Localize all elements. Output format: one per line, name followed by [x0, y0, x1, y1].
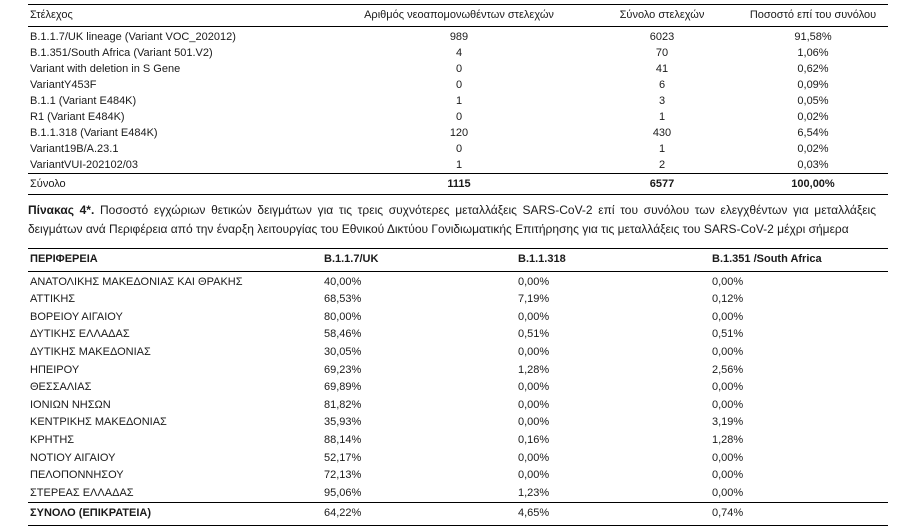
- table-row: [28, 344, 888, 362]
- cell-b117: 81,82%: [324, 398, 362, 411]
- cell-b11318: 0,00%: [518, 416, 550, 429]
- cell-b117: 88,14%: [324, 433, 362, 446]
- cell-b1351: 0,00%: [712, 451, 744, 464]
- regions-table-foot: [28, 503, 888, 526]
- table-row: [28, 450, 888, 468]
- cell-b1351: 0,12%: [712, 293, 744, 306]
- table-row: [28, 45, 888, 61]
- variants-table-foot: [28, 174, 888, 195]
- cell-b117: 69,89%: [324, 381, 362, 394]
- cell-percent: 0,05%: [797, 95, 829, 107]
- column-header-strain: Στέλεχος: [28, 5, 332, 27]
- cell-region: ΑΝΑΤΟΛΙΚΗΣ ΜΑΚΕΔΟΝΙΑΣ ΚΑΙ ΘΡΑΚΗΣ: [30, 275, 243, 288]
- cell-total: 6023: [649, 31, 675, 43]
- regions-table-container: [28, 248, 872, 526]
- cell-percent: 91,58%: [794, 31, 832, 43]
- cell-total: 3: [658, 95, 666, 107]
- cell-b1351: 0,00%: [712, 486, 744, 499]
- cell-region: ΚΕΝΤΡΙΚΗΣ ΜΑΚΕΔΟΝΙΑΣ: [30, 416, 167, 429]
- variants-table: [28, 4, 888, 195]
- cell-b11318: 0,00%: [518, 451, 550, 464]
- cell-total-label: ΣΥΝΟΛΟ (ΕΠΙΚΡΑΤΕΙΑ): [28, 503, 322, 526]
- variants-table-head: [28, 5, 888, 27]
- cell-b1351: 0,00%: [712, 398, 744, 411]
- cell-percent: 6,54%: [797, 127, 829, 139]
- cell-strain: B.1.1 (Variant E484K): [30, 95, 137, 107]
- table-total-row: [28, 503, 888, 526]
- cell-b11318: 0,51%: [518, 328, 550, 341]
- cell-b11318: 1,28%: [518, 363, 550, 376]
- table-row: [28, 485, 888, 503]
- table-row: [28, 141, 888, 157]
- cell-b1351: 0,00%: [712, 275, 744, 288]
- cell-b1351: 0,00%: [712, 381, 744, 394]
- cell-total-label: Σύνολο: [28, 174, 332, 195]
- cell-b117: 68,53%: [324, 293, 362, 306]
- cell-region: ΠΕΛΟΠΟΝΝΗΣΟΥ: [30, 469, 124, 482]
- table-row: [28, 61, 888, 77]
- cell-percent: 1,06%: [797, 47, 829, 59]
- cell-b117: 35,93%: [324, 416, 362, 429]
- cell-b11318: 0,00%: [518, 310, 550, 323]
- cell-b1351: 0,00%: [712, 310, 744, 323]
- cell-total: 1: [658, 143, 666, 155]
- table-row: [28, 271, 888, 291]
- table-header-row: [28, 5, 888, 27]
- cell-region: ΑΤΤΙΚΗΣ: [30, 293, 76, 306]
- column-header-region: ΠΕΡΙΦΕΡΕΙΑ: [28, 249, 322, 272]
- cell-total-b117: 64,22%: [322, 503, 516, 526]
- cell-b117: 69,23%: [324, 363, 362, 376]
- table-row: [28, 414, 888, 432]
- cell-new: 989: [449, 31, 469, 43]
- cell-region: ΗΠΕΙΡΟΥ: [30, 363, 80, 376]
- cell-b117: 80,00%: [324, 310, 362, 323]
- cell-strain: B.1.351/South Africa (Variant 501.V2): [30, 47, 213, 59]
- cell-b1351: 3,19%: [712, 416, 744, 429]
- cell-strain: B.1.1.7/UK lineage (Variant VOC_202012): [30, 31, 236, 43]
- cell-total-total: 6577: [586, 174, 738, 195]
- cell-total: 1: [658, 111, 666, 123]
- table-row: [28, 362, 888, 380]
- cell-percent: 0,02%: [797, 111, 829, 123]
- table-row: [28, 326, 888, 344]
- cell-b1351: 2,56%: [712, 363, 744, 376]
- cell-total: 70: [655, 47, 669, 59]
- cell-new: 0: [455, 79, 463, 91]
- cell-strain: VariantVUI-202102/03: [30, 159, 139, 171]
- column-header-new-isolates: Αριθμός νεοαπομονωθέντων στελεχών: [332, 5, 586, 27]
- cell-b11318: 0,00%: [518, 398, 550, 411]
- variants-table-body: [28, 27, 888, 174]
- cell-b11318: 0,16%: [518, 433, 550, 446]
- cell-b1351: 1,28%: [712, 433, 744, 446]
- cell-new: 4: [455, 47, 463, 59]
- table-row: [28, 432, 888, 450]
- cell-total-b1351: 0,74%: [710, 503, 888, 526]
- cell-new: 0: [455, 143, 463, 155]
- column-header-total: Σύνολο στελεχών: [586, 5, 738, 27]
- cell-total: 430: [652, 127, 672, 139]
- cell-region: ΒΟΡΕΙΟΥ ΑΙΓΑΙΟΥ: [30, 310, 123, 323]
- variants-table-container: [28, 4, 877, 195]
- cell-strain: R1 (Variant E484K): [30, 111, 125, 123]
- cell-b117: 95,06%: [324, 486, 362, 499]
- cell-region: ΘΕΣΣΑΛΙΑΣ: [30, 381, 92, 394]
- cell-region: ΙΟΝΙΩΝ ΝΗΣΩΝ: [30, 398, 111, 411]
- cell-strain: B.1.1.318 (Variant E484K): [30, 127, 158, 139]
- cell-total-b11318: 4,65%: [516, 503, 710, 526]
- column-header-b117-uk: B.1.1.7/UK: [322, 249, 516, 272]
- cell-b11318: 0,00%: [518, 275, 550, 288]
- cell-b1351: 0,00%: [712, 345, 744, 358]
- caption-label: Πίνακας 4*.: [28, 203, 95, 217]
- cell-b11318: 0,00%: [518, 469, 550, 482]
- cell-b117: 40,00%: [324, 275, 362, 288]
- table-row: [28, 125, 888, 141]
- cell-percent: 0,09%: [797, 79, 829, 91]
- cell-region: ΣΤΕΡΕΑΣ ΕΛΛΑΔΑΣ: [30, 486, 134, 499]
- cell-percent: 0,02%: [797, 143, 829, 155]
- cell-b117: 52,17%: [324, 451, 362, 464]
- cell-b117: 72,13%: [324, 469, 362, 482]
- table-row: [28, 291, 888, 309]
- cell-b11318: 0,00%: [518, 345, 550, 358]
- cell-strain: Variant19B/A.23.1: [30, 143, 119, 155]
- regions-table-head: [28, 249, 888, 272]
- cell-percent: 0,62%: [797, 63, 829, 75]
- cell-total: 2: [658, 159, 666, 171]
- cell-b117: 58,46%: [324, 328, 362, 341]
- table-row: [28, 397, 888, 415]
- table-row: [28, 309, 888, 327]
- table-row: [28, 27, 888, 46]
- table-row: [28, 77, 888, 93]
- regions-table: [28, 248, 888, 526]
- table-header-row: [28, 249, 888, 272]
- table-row: [28, 379, 888, 397]
- cell-total: 6: [658, 79, 666, 91]
- cell-b11318: 0,00%: [518, 381, 550, 394]
- cell-total-percent: 100,00%: [738, 174, 888, 195]
- table-row: [28, 467, 888, 485]
- table-row: [28, 109, 888, 125]
- cell-strain: VariantY453F: [30, 79, 97, 91]
- cell-region: ΚΡΗΤΗΣ: [30, 433, 75, 446]
- cell-region: ΔΥΤΙΚΗΣ ΕΛΛΑΔΑΣ: [30, 328, 130, 341]
- cell-new: 1: [455, 95, 463, 107]
- cell-b1351: 0,00%: [712, 469, 744, 482]
- cell-new: 120: [449, 127, 469, 139]
- cell-b117: 30,05%: [324, 345, 362, 358]
- column-header-percent: Ποσοστό επί του συνόλου: [738, 5, 888, 27]
- cell-b11318: 7,19%: [518, 293, 550, 306]
- table-row: [28, 157, 888, 174]
- cell-new: 0: [455, 63, 463, 75]
- caption-text: Ποσοστό εγχώριων θετικών δειγμάτων για τις τρεις συχνότερες μεταλλάξεις SARS-CoV-2 επί του συνόλου των ελεγχθέντων για μεταλλάξεις δειγμάτων ανά Περιφέρεια από την έναρξη λειτουργίας του Εθνικού Δικτύου Γονιδιωματικής Επιτήρησης για τις μεταλλάξεις του SARS-CoV-2 μέχρι σήμερα: [28, 203, 876, 236]
- cell-new: 0: [455, 111, 463, 123]
- cell-region: ΔΥΤΙΚΗΣ ΜΑΚΕΔΟΝΙΑΣ: [30, 345, 151, 358]
- cell-strain: Variant with deletion in S Gene: [30, 63, 181, 75]
- cell-b1351: 0,51%: [712, 328, 744, 341]
- cell-new: 1: [455, 159, 463, 171]
- table-caption: [28, 201, 876, 239]
- cell-region: ΝΟΤΙΟΥ ΑΙΓΑΙΟΥ: [30, 451, 116, 464]
- cell-total: 41: [655, 63, 669, 75]
- cell-total-new: 1115: [332, 174, 586, 195]
- table-total-row: [28, 174, 888, 195]
- column-header-b1351-sa: B.1.351 /South Africa: [710, 249, 888, 272]
- table-row: [28, 93, 888, 109]
- regions-table-body: [28, 271, 888, 503]
- column-header-b11318: B.1.1.318: [516, 249, 710, 272]
- cell-b11318: 1,23%: [518, 486, 550, 499]
- cell-percent: 0,03%: [797, 159, 829, 171]
